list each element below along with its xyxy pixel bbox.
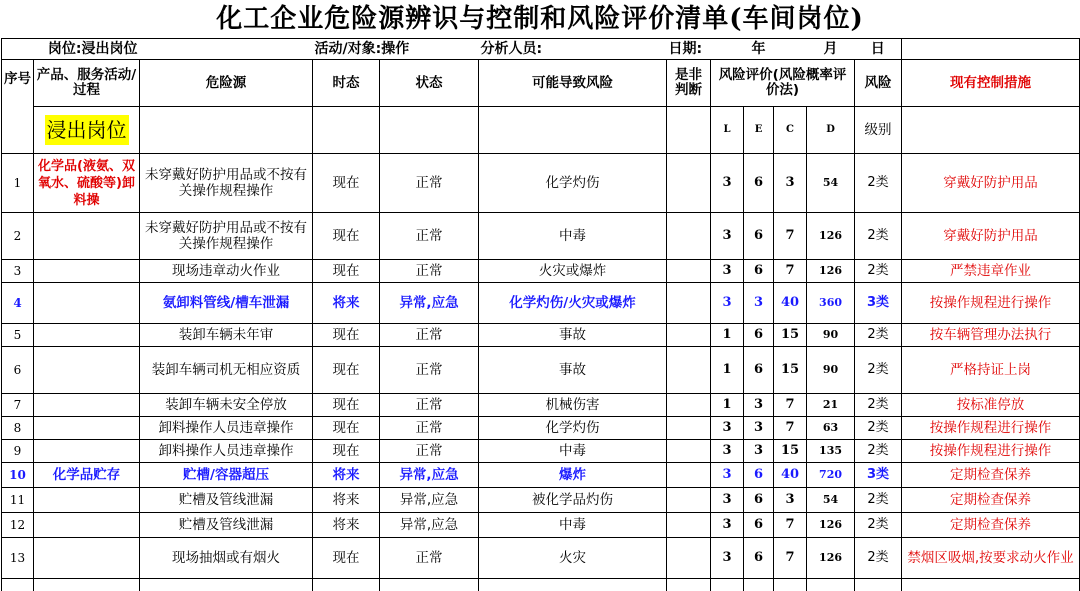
row-D: 54	[807, 154, 855, 213]
row-control: 定期检查保养	[902, 513, 1080, 538]
row-judge	[667, 347, 711, 394]
row-product	[34, 283, 140, 324]
row-seq: 11	[2, 488, 34, 513]
row-judge	[667, 324, 711, 347]
page-title: 化工企业危险源辨识与控制和风险评价清单(车间岗位)	[0, 0, 1080, 38]
row-state: 正常	[380, 154, 479, 213]
row-risk: 中毒	[479, 213, 667, 260]
year-label: 年	[744, 39, 774, 60]
row-level: 2类	[855, 260, 902, 283]
row-judge	[667, 488, 711, 513]
row-judge	[667, 463, 711, 488]
row-hazard: 贮槽及管线泄漏	[140, 488, 313, 513]
row-product	[34, 213, 140, 260]
header-tense: 时态	[313, 60, 380, 107]
row-product: 化学品贮存	[34, 463, 140, 488]
row-E: 6	[744, 213, 774, 260]
row-D: 126	[807, 260, 855, 283]
row-D: 90	[807, 324, 855, 347]
risk-table	[1, 38, 1080, 591]
row-state: 正常	[380, 417, 479, 440]
row-control: 按操作规程进行操作	[902, 283, 1080, 324]
row-tense: 现在	[313, 394, 380, 417]
row-state: 异常,应急	[380, 283, 479, 324]
table-row	[2, 513, 1080, 538]
row-D: 360	[807, 283, 855, 324]
row-risk: 中毒	[479, 513, 667, 538]
row-C: 7	[774, 513, 807, 538]
section-tag-cell	[34, 107, 140, 154]
row-product	[34, 440, 140, 463]
row-risk: 火灾	[479, 538, 667, 579]
row-E: 3	[744, 283, 774, 324]
row-level: 2类	[855, 538, 902, 579]
row-risk: 事故	[479, 347, 667, 394]
row-level: 3类	[855, 463, 902, 488]
row-C: 7	[774, 417, 807, 440]
row-risk: 化学灼伤	[479, 154, 667, 213]
row-L: 3	[711, 488, 744, 513]
row-D: 135	[807, 440, 855, 463]
row-E: 6	[744, 488, 774, 513]
row-E: 6	[744, 463, 774, 488]
row-product	[34, 394, 140, 417]
row-hazard: 未穿戴好防护用品或不按有关操作规程操作	[140, 213, 313, 260]
row-D: 63	[807, 417, 855, 440]
row-product	[34, 488, 140, 513]
row-L: 1	[711, 347, 744, 394]
row-seq: 1	[2, 154, 34, 213]
row-state: 正常	[380, 347, 479, 394]
row-risk: 被化学品灼伤	[479, 488, 667, 513]
row-hazard: 现场违章动火作业	[140, 260, 313, 283]
meta-row	[2, 39, 1080, 60]
row-L: 3	[711, 154, 744, 213]
row-state: 异常,应急	[380, 513, 479, 538]
row-hazard: 贮槽及管线泄漏	[140, 513, 313, 538]
row-control: 穿戴好防护用品	[902, 154, 1080, 213]
header-judge: 是非判断	[667, 60, 711, 107]
row-state: 正常	[380, 324, 479, 347]
header-risk: 可能导致风险	[479, 60, 667, 107]
row-C: 40	[774, 283, 807, 324]
row-judge	[667, 154, 711, 213]
row-L: 3	[711, 513, 744, 538]
post-label: 岗位:浸出岗位	[2, 39, 140, 60]
row-control: 按操作规程进行操作	[902, 440, 1080, 463]
row-hazard: 卸料操作人员违章操作	[140, 417, 313, 440]
row-tense: 将来	[313, 488, 380, 513]
row-D: 54	[807, 488, 855, 513]
row-D: 720	[807, 463, 855, 488]
row-control: 禁烟区吸烟,按要求动火作业	[902, 538, 1080, 579]
row-product	[34, 324, 140, 347]
row-seq: 8	[2, 417, 34, 440]
row-C: 3	[774, 154, 807, 213]
row-state: 正常	[380, 538, 479, 579]
row-D: 126	[807, 538, 855, 579]
date-label: 日期:	[667, 39, 744, 60]
row-state: 正常	[380, 394, 479, 417]
row-seq: 6	[2, 347, 34, 394]
row-judge	[667, 538, 711, 579]
row-risk: 中毒	[479, 440, 667, 463]
row-D: 126	[807, 213, 855, 260]
row-control: 按车辆管理办法执行	[902, 324, 1080, 347]
row-level: 2类	[855, 154, 902, 213]
table-row	[2, 347, 1080, 394]
subheader-row	[2, 107, 1080, 154]
row-level: 2类	[855, 347, 902, 394]
table-row	[2, 538, 1080, 579]
row-state: 正常	[380, 213, 479, 260]
row-tense: 现在	[313, 538, 380, 579]
header-hazard: 危险源	[140, 60, 313, 107]
row-C: 7	[774, 538, 807, 579]
row-E: 6	[744, 513, 774, 538]
row-level: 2类	[855, 513, 902, 538]
header-grade: 级别	[855, 107, 902, 154]
row-level: 2类	[855, 488, 902, 513]
row-level: 2类	[855, 394, 902, 417]
row-product	[34, 513, 140, 538]
row-state: 正常	[380, 260, 479, 283]
row-judge	[667, 213, 711, 260]
row-state: 异常,应急	[380, 463, 479, 488]
header-control: 现有控制措施	[902, 60, 1080, 107]
row-judge	[667, 513, 711, 538]
row-E: 3	[744, 440, 774, 463]
row-judge	[667, 283, 711, 324]
row-L: 1	[711, 324, 744, 347]
table-row	[2, 154, 1080, 213]
row-risk: 化学灼伤	[479, 417, 667, 440]
row-C: 7	[774, 260, 807, 283]
table-row	[2, 440, 1080, 463]
row-level: 3类	[855, 283, 902, 324]
row-L: 3	[711, 463, 744, 488]
row-C: 3	[774, 488, 807, 513]
row-tense: 现在	[313, 417, 380, 440]
header-L: L	[711, 107, 744, 154]
table-row	[2, 324, 1080, 347]
row-product	[34, 538, 140, 579]
row-D: 21	[807, 394, 855, 417]
row-seq: 13	[2, 538, 34, 579]
header-eval: 风险评价(风险概率评价法)	[711, 60, 855, 107]
row-tense: 现在	[313, 260, 380, 283]
row-seq: 5	[2, 324, 34, 347]
row-product	[34, 417, 140, 440]
row-seq: 2	[2, 213, 34, 260]
header-product: 产品、服务活动/过程	[34, 60, 140, 107]
row-C: 15	[774, 440, 807, 463]
row-control: 严格持证上岗	[902, 347, 1080, 394]
row-tense: 将来	[313, 463, 380, 488]
row-control: 穿戴好防护用品	[902, 213, 1080, 260]
row-seq: 3	[2, 260, 34, 283]
row-risk: 火灾或爆炸	[479, 260, 667, 283]
row-L: 3	[711, 213, 744, 260]
row-E: 6	[744, 324, 774, 347]
table-row-partial	[2, 579, 1080, 591]
table-row	[2, 463, 1080, 488]
table-row	[2, 213, 1080, 260]
row-product: 化学品(液氨、双氧水、硫酸等)卸料操	[34, 154, 140, 213]
row-control: 定期检查保养	[902, 463, 1080, 488]
row-L: 3	[711, 283, 744, 324]
row-product	[34, 260, 140, 283]
row-C: 40	[774, 463, 807, 488]
row-E: 3	[744, 394, 774, 417]
table-row	[2, 260, 1080, 283]
row-seq: 9	[2, 440, 34, 463]
header-row	[2, 60, 1080, 107]
row-L: 3	[711, 260, 744, 283]
row-tense: 现在	[313, 324, 380, 347]
row-L: 1	[711, 394, 744, 417]
row-judge	[667, 417, 711, 440]
row-L: 3	[711, 538, 744, 579]
row-tense: 现在	[313, 154, 380, 213]
row-E: 6	[744, 260, 774, 283]
row-tense: 现在	[313, 440, 380, 463]
row-risk: 化学灼伤/火灾或爆炸	[479, 283, 667, 324]
row-seq: 12	[2, 513, 34, 538]
row-C: 15	[774, 347, 807, 394]
header-D: D	[807, 107, 855, 154]
row-level: 2类	[855, 417, 902, 440]
row-seq: 4	[2, 283, 34, 324]
day-label: 日	[855, 39, 902, 60]
row-E: 6	[744, 154, 774, 213]
row-judge	[667, 440, 711, 463]
row-state: 异常,应急	[380, 488, 479, 513]
row-E: 3	[744, 417, 774, 440]
row-tense: 现在	[313, 347, 380, 394]
row-judge	[667, 260, 711, 283]
header-state: 状态	[380, 60, 479, 107]
row-E: 6	[744, 347, 774, 394]
header-level: 风险	[855, 60, 902, 107]
activity-label: 活动/对象:操作	[313, 39, 479, 60]
row-L: 3	[711, 417, 744, 440]
row-D: 126	[807, 513, 855, 538]
row-risk: 事故	[479, 324, 667, 347]
row-control: 定期检查保养	[902, 488, 1080, 513]
header-E: E	[744, 107, 774, 154]
row-control: 严禁违章作业	[902, 260, 1080, 283]
row-hazard: 装卸车辆司机无相应资质	[140, 347, 313, 394]
row-level: 2类	[855, 324, 902, 347]
row-tense: 将来	[313, 283, 380, 324]
row-risk: 爆炸	[479, 463, 667, 488]
row-tense: 现在	[313, 213, 380, 260]
row-level: 2类	[855, 213, 902, 260]
row-hazard: 装卸车辆未年审	[140, 324, 313, 347]
header-seq: 序号	[2, 60, 34, 154]
row-risk: 机械伤害	[479, 394, 667, 417]
row-seq: 10	[2, 463, 34, 488]
row-hazard: 现场抽烟或有烟火	[140, 538, 313, 579]
row-L: 3	[711, 440, 744, 463]
row-C: 15	[774, 324, 807, 347]
table-row	[2, 394, 1080, 417]
analyst-label: 分析人员:	[479, 39, 667, 60]
row-control: 按标准停放	[902, 394, 1080, 417]
row-hazard: 卸料操作人员违章操作	[140, 440, 313, 463]
row-D: 90	[807, 347, 855, 394]
row-seq: 7	[2, 394, 34, 417]
row-product	[34, 347, 140, 394]
row-control: 按操作规程进行操作	[902, 417, 1080, 440]
row-hazard: 装卸车辆未安全停放	[140, 394, 313, 417]
row-level: 2类	[855, 440, 902, 463]
row-C: 7	[774, 213, 807, 260]
row-hazard: 未穿戴好防护用品或不按有关操作规程操作	[140, 154, 313, 213]
header-C: C	[774, 107, 807, 154]
table-row	[2, 417, 1080, 440]
table-row	[2, 488, 1080, 513]
row-tense: 将来	[313, 513, 380, 538]
row-hazard: 贮槽/容器超压	[140, 463, 313, 488]
row-hazard: 氨卸料管线/槽车泄漏	[140, 283, 313, 324]
row-E: 6	[744, 538, 774, 579]
section-tag: 浸出岗位	[45, 115, 129, 145]
month-label: 月	[807, 39, 855, 60]
row-C: 7	[774, 394, 807, 417]
row-judge	[667, 394, 711, 417]
table-row	[2, 283, 1080, 324]
row-state: 正常	[380, 440, 479, 463]
